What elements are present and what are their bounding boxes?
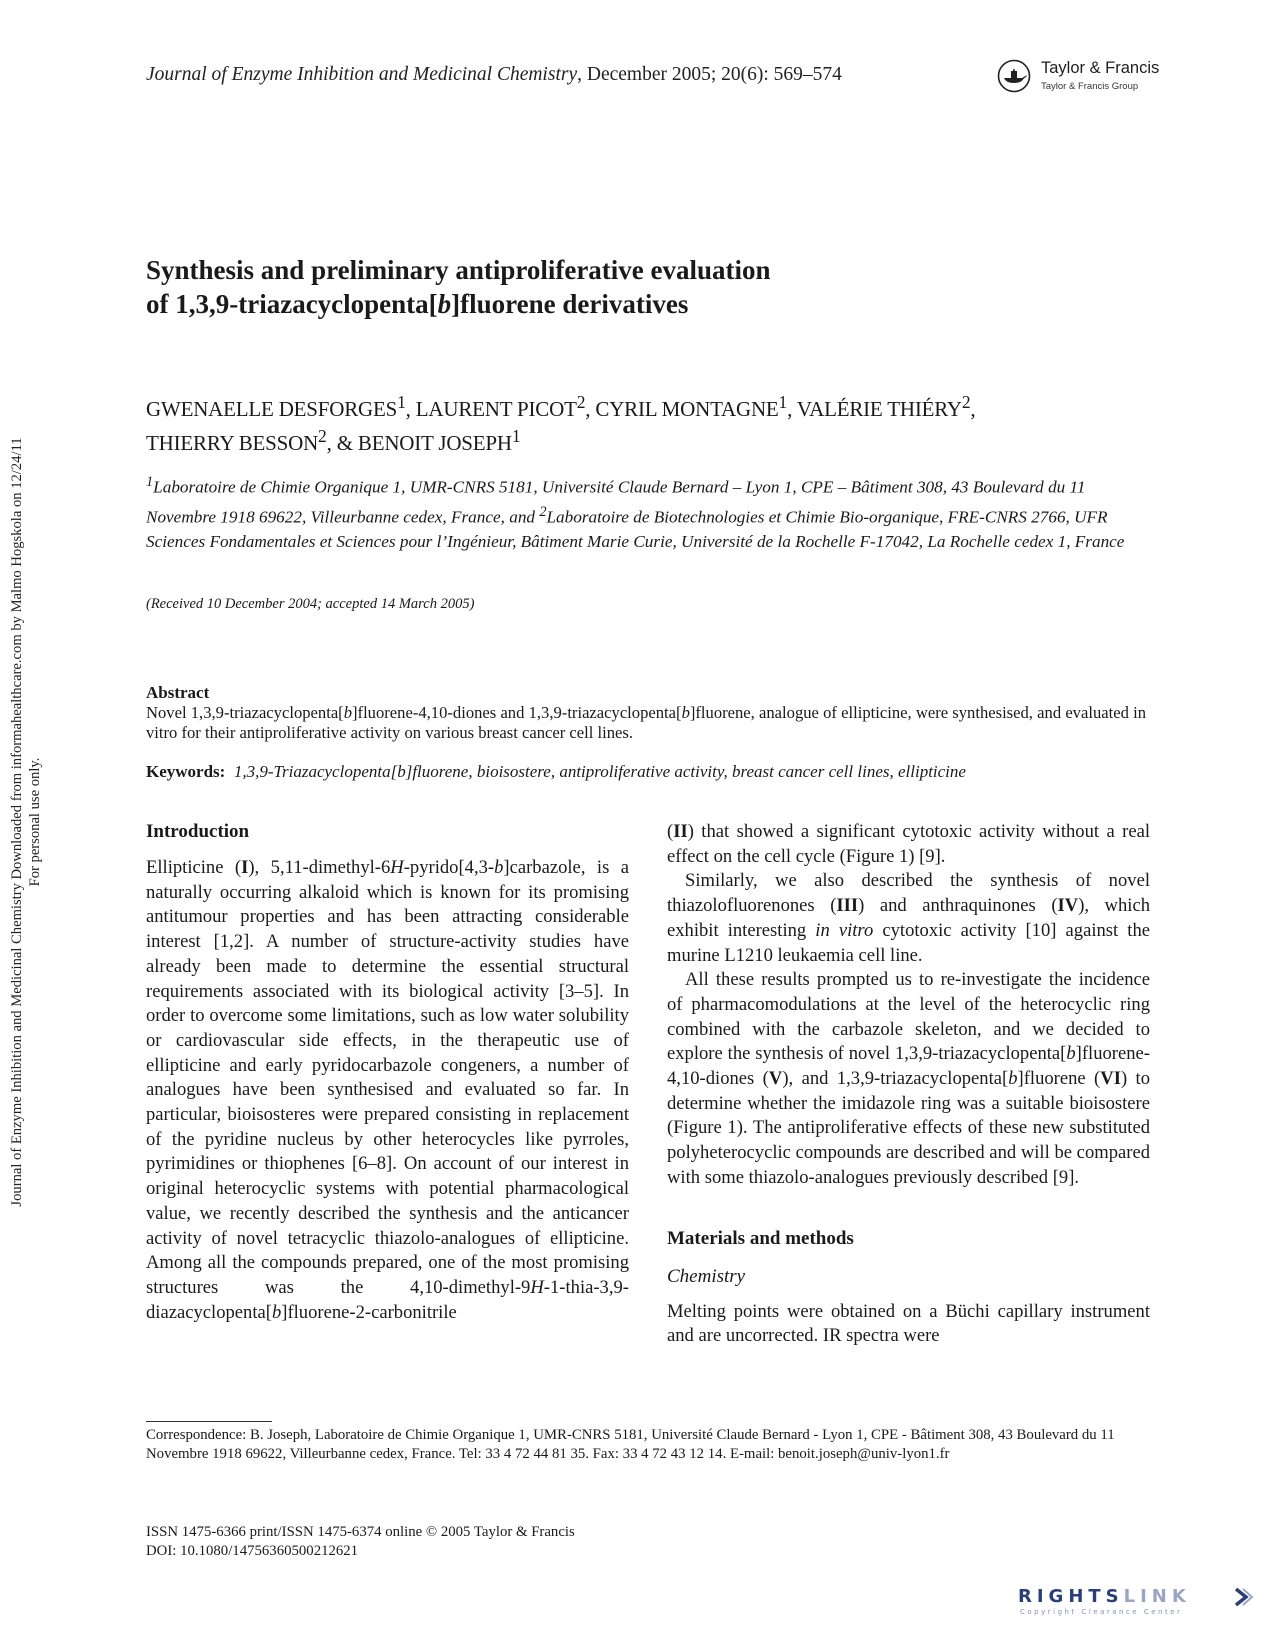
footnote-rule (146, 1421, 272, 1422)
abstract-heading: Abstract (146, 683, 210, 702)
paragraph: All these results prompted us to re-investigate the incidence of pharmacomodulations at the level of the heterocyclic ring combined with the carbazole skeleton, and we decided to explore the synthesis of novel 1,3,9-triazacyclopenta[b]fluorene-4,10-diones (V), and 1,3,9-triazacyclopenta[b]fluorene (VI) to determine whether the imidazole ring was a suitable bioisostere (Figure 1). The antiproliferative effects of these new substituted polyheterocyclic compounds are described and will be compared with some thiazolo-analogues previously described [9]. (667, 969, 1151, 1188)
author: VALÉRIE THIÉRY$^2$, (796, 392, 976, 421)
title-line-1: Synthesis and preliminary antiproliferative evaluation (146, 255, 771, 285)
author-list (146, 389, 1146, 457)
paragraph: (II) that showed a significant cytotoxic activity without a real effect on the cell cycle (Figure 1) [9]. (667, 821, 1150, 867)
publisher-name: Taylor & Francis (1041, 59, 1160, 77)
journal-name: Journal of Enzyme Inhibition and Medicinal Chemistry (146, 64, 578, 85)
author: LAURENT PICOT$^2$, (415, 392, 596, 421)
subsection-heading-chemistry: Chemistry (667, 1265, 746, 1287)
author: THIERRY BESSON$^2$, & (146, 426, 358, 455)
paper-title (146, 253, 1126, 321)
author: CYRIL MONTAGNE$^1$, (595, 392, 797, 421)
rightslink-light: LINK (1123, 1586, 1191, 1607)
paragraph: Ellipticine (I), 5,11-dimethyl-6H-pyrido[4,3-b]carbazole, is a naturally occurring alkaloid which is known for its promising antitumour properties and has been attracting considerable interest [1,2]. A number of structure-activity studies have already been made to determine the essential structural requirements associated with its biological activity [3–5]. In order to overcome some limitations, such as low water solubility or cardiovascular side effects, in the therapeutic use of ellipticine and early pyridocarbazole congeners, a number of analogues have been synthesised and evaluated so far. In particular, bioisosteres were prepared consisting in replacement of the pyridine nucleus by other heterocycles like pyrroles, pyrimidines or thiophenes [6–8]. On account of our interest in original heterocyclic systems with potential pharmacological value, we recently described the synthesis and the anticancer activity of novel tetracyclic thiazolo-analogues of ellipticine. Among all the compounds prepared, one of the most promising structures was the 4,10-dimethyl-9H-1-thia-3,9-diazacyclopenta[b]fluorene-2-carbonitrile (146, 857, 630, 1323)
keywords-label: Keywords: (146, 762, 226, 781)
abstract-text: Novel 1,3,9-triazacyclopenta[b]fluorene-4,10-diones and 1,3,9-triazacyclopenta[b]fluorene, analogue of ellipticine, were synthesised, and evaluated in vitro for their antiproliferative activity on various breast cancer cell lines. (146, 703, 1146, 742)
publisher-logo (997, 57, 1160, 97)
paragraph: Melting points were obtained on a Büchi capillary instrument and are uncorrected. IR spectra were (667, 1300, 1150, 1347)
author: BENOIT JOSEPH$^1$ (357, 426, 521, 455)
rightslink-sub: Copyright Clearance Center (1020, 1608, 1183, 1616)
issn-doi (146, 1523, 575, 1560)
section-heading-methods: Materials and methods (667, 1227, 854, 1249)
paragraph: Similarly, we also described the synthesis of novel thiazolofluorenones (III) and anthraquinones (IV), which exhibit interesting in vitro cytotoxic activity [10] against the murine L1210 leukaemia cell line. (667, 870, 1150, 966)
rightslink-arrow-icon (1232, 1586, 1254, 1608)
rightslink-logo (1018, 1586, 1254, 1620)
lamp-icon (997, 59, 1031, 93)
section-heading-introduction: Introduction (146, 821, 250, 842)
journal-citation (146, 64, 842, 86)
issn: ISSN 1475-6366 print/ISSN 1475-6374 online © 2005 Taylor & Francis (146, 1524, 575, 1540)
download-watermark: Journal of Enzyme Inhibition and Medicinal Chemistry Downloaded from informahealthcare.com by Malmo Hogskola on 12/24/11 For personal use only. (9, 437, 43, 1207)
author: GWENAELLE DESFORGES$^1$, (146, 392, 416, 421)
rightslink-dark: RIGHTS (1018, 1586, 1124, 1607)
keywords (146, 762, 1156, 782)
affiliations: $^1$Laboratoire de Chimie Organique 1, UMR-CNRS 5181, Université Claude Bernard – Lyon 1, CPE – Bâtiment 308, 43 Boulevard du 11 Novembre 1918 69622, Villeurbanne cedex, France, and $^2$Laboratoire de Biotechnologies et Chimie Bio-organique, FRE-CNRS 2766, UFR Sciences Fondamentales et Sciences pour l’Ingénieur, Bâtiment Marie Curie, Université de la Rochelle F-17042, La Rochelle cedex 1, France (146, 474, 1125, 552)
publisher-group: Taylor & Francis Group (1041, 81, 1139, 92)
correspondence-footnote: Correspondence: B. Joseph, Laboratoire de Chimie Organique 1, UMR-CNRS 5181, Université Claude Bernard - Lyon 1, CPE - Bâtiment 308, 43 Boulevard du 11 Novembre 1918 69622, Villeurbanne cedex, France. Tel: 33 4 72 44 81 35. Fax: 33 4 72 43 12 14. E-mail: benoit.joseph@univ-lyon1.fr (146, 1427, 1115, 1462)
column-left (146, 820, 629, 1325)
doi: DOI: 10.1080/14756360500212621 (146, 1542, 359, 1559)
column-right (667, 820, 1150, 1349)
journal-issue: , December 2005; 20(6): 569–574 (577, 64, 842, 85)
title-line-2: of 1,3,9-triazacyclopenta[b]fluorene derivatives (146, 289, 689, 319)
keywords-text: 1,3,9-Triazacyclopenta[b]fluorene, bioisostere, antiproliferative activity, breast cancer cell lines, ellipticine (233, 762, 966, 781)
received-date: (Received 10 December 2004; accepted 14 March 2005) (146, 596, 475, 612)
